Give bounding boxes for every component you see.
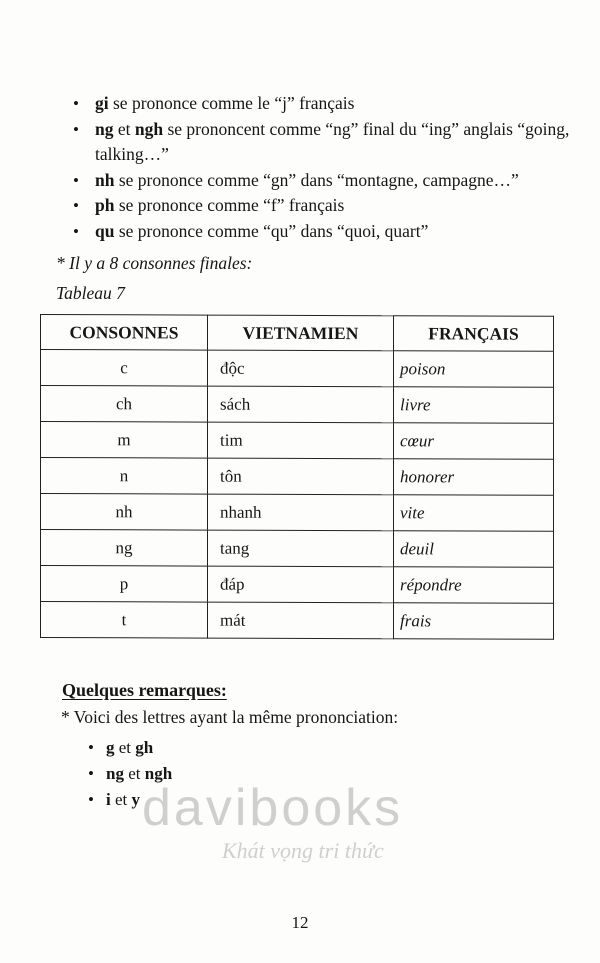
bullet-text: se prononce comme “gn” dans “montagne, campagne…”	[114, 169, 519, 190]
watermark-logo-text: davibooks	[142, 779, 404, 837]
letter-term: i	[106, 790, 111, 809]
letter-term: y	[131, 790, 141, 809]
cell-francais: honorer	[394, 459, 554, 496]
bullet-dot: •	[88, 790, 94, 809]
bullet-dot: •	[73, 221, 79, 241]
table-row	[41, 350, 554, 388]
table-row	[41, 530, 554, 568]
table-row	[41, 458, 554, 496]
cell-vietnamien: độc	[208, 350, 394, 387]
cell-consonne: n	[41, 458, 208, 495]
cell-consonne: nh	[41, 494, 208, 531]
cell-vietnamien: tôn	[208, 458, 394, 495]
bullet-item-qu	[73, 219, 578, 245]
bullet-item-gi	[73, 91, 578, 117]
page-number: 12	[291, 913, 309, 932]
cell-consonne: c	[41, 350, 208, 387]
cell-consonne: ng	[41, 530, 208, 567]
bullet-dot: •	[73, 119, 79, 139]
remark-conj: et	[110, 790, 132, 809]
remark-item	[88, 735, 172, 761]
bullet-text: se prononce comme le “j” français	[108, 93, 355, 113]
bullet-conj: et	[113, 118, 135, 139]
bullet-item-ng	[73, 117, 578, 168]
cell-francais: poison	[394, 351, 554, 388]
letter-term: qu	[95, 220, 115, 241]
table-row	[41, 602, 554, 640]
cell-consonne: t	[41, 602, 208, 639]
cell-consonne: m	[41, 422, 208, 459]
bullet-dot: •	[73, 94, 79, 113]
cell-consonne: p	[41, 566, 208, 603]
bullet-item-nh	[73, 168, 578, 194]
letter-term: gi	[95, 93, 109, 113]
table-row	[41, 566, 554, 604]
bullet-text: se prononce comme “qu” dans “quoi, quart”	[114, 220, 429, 241]
cell-vietnamien: mát	[208, 602, 394, 639]
header-vietnamien: VIETNAMIEN	[208, 315, 394, 351]
bullet-dot: •	[73, 196, 79, 215]
bullet-dot: •	[73, 170, 79, 190]
letter-term: ng	[106, 764, 124, 783]
cell-francais: frais	[394, 603, 554, 640]
table-header-row	[41, 315, 554, 352]
remark-conj: et	[123, 764, 145, 783]
table-row	[41, 494, 554, 532]
header-consonnes: CONSONNES	[41, 315, 208, 351]
cell-francais: répondre	[394, 567, 554, 604]
bullet-text: se prononce comme “f” français	[114, 195, 345, 215]
bullet-item-ph	[73, 193, 578, 219]
cell-vietnamien: tim	[208, 422, 394, 459]
cell-vietnamien: nhanh	[208, 494, 394, 531]
header-francais: FRANÇAIS	[394, 316, 554, 352]
table-row	[41, 422, 554, 460]
table-caption: Tableau 7	[56, 283, 125, 303]
publisher-watermark	[142, 780, 403, 864]
cell-vietnamien: tang	[208, 530, 394, 567]
bullet-dot: •	[88, 764, 94, 783]
cell-vietnamien: sách	[208, 386, 394, 423]
cell-vietnamien: đáp	[208, 566, 394, 603]
cell-francais: deuil	[394, 531, 554, 568]
remark-conj: et	[114, 738, 136, 757]
letter-term: ph	[95, 195, 115, 215]
letter-term: ng	[95, 118, 114, 139]
bullet-dot: •	[88, 738, 94, 757]
letter-term: nh	[95, 169, 115, 190]
pronunciation-list	[73, 91, 578, 244]
cell-francais: cœur	[394, 423, 554, 460]
remarks-heading: Quelques remarques:	[62, 680, 227, 700]
consonants-table	[40, 314, 554, 640]
final-consonants-note: * Il y a 8 consonnes finales:	[56, 253, 253, 273]
letter-term: ngh	[134, 118, 164, 139]
remarks-intro: * Voici des lettres ayant la même prononciation:	[61, 707, 399, 727]
watermark-slogan: Khát vọng tri thức	[222, 838, 384, 863]
letter-term: ngh	[144, 764, 173, 783]
letter-term: gh	[135, 738, 154, 757]
cell-consonne: ch	[41, 386, 208, 423]
table-row	[41, 386, 554, 424]
letter-term: g	[106, 738, 115, 757]
bullet-text: se prononcent comme “ng” final du “ing” anglais “going, talking…”	[95, 118, 570, 164]
cell-francais: livre	[394, 387, 554, 424]
cell-francais: vite	[394, 495, 554, 532]
